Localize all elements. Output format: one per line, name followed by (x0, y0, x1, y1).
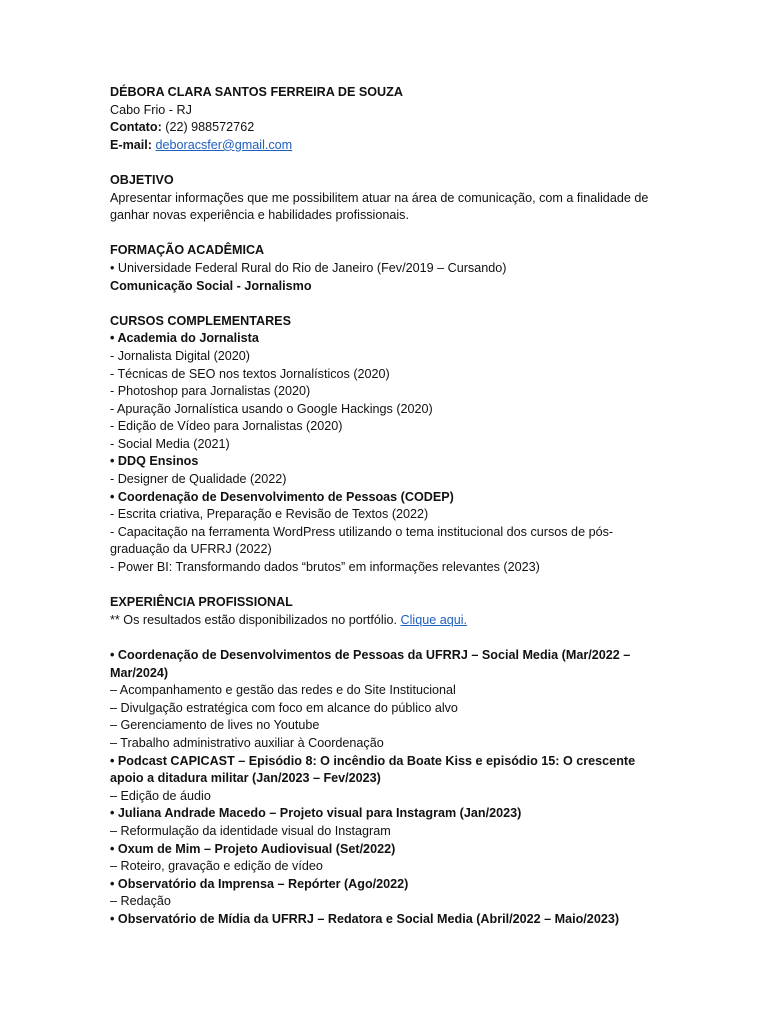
portfolio-note-text: ** Os resultados estão disponibilizados no portfólio. (110, 612, 401, 627)
candidate-name: DÉBORA CLARA SANTOS FERREIRA DE SOUZA (110, 85, 403, 99)
section-title-objetivo: OBJETIVO (110, 172, 174, 187)
section-title-cursos: CURSOS COMPLEMENTARES (110, 313, 291, 328)
job-item: – Gerenciamento de lives no Youtube (110, 718, 320, 733)
course-item: - Jornalista Digital (2020) (110, 348, 250, 363)
portfolio-link[interactable]: Clique aqui. (400, 612, 468, 627)
course-item: - Edição de Vídeo para Jornalistas (2020) (110, 419, 343, 434)
section-title-formacao: FORMAÇÃO ACADÊMICA (110, 243, 265, 258)
contact-line (110, 119, 656, 137)
job-title: • Oxum de Mim – Projeto Audiovisual (Set/2022) (110, 841, 396, 856)
course-item: - Power BI: Transformando dados “brutos” em informações relevantes (2023) (110, 560, 540, 575)
formacao-course: Comunicação Social - Jornalismo (110, 278, 312, 293)
job-title: • Observatório da Imprensa – Repórter (Ago/2022) (110, 876, 409, 891)
spacer (110, 577, 656, 595)
job-item: – Divulgação estratégica com foco em alcance do público alvo (110, 700, 458, 715)
spacer (110, 154, 656, 172)
job-title: • Observatório de Mídia da UFRRJ – Redatora e Social Media (Abril/2022 – Maio/2023) (110, 911, 620, 926)
job-item: – Reformulação da identidade visual do Instagram (110, 823, 391, 838)
job-item: – Acompanhamento e gestão das redes e do Site Institucional (110, 683, 456, 698)
course-institution: • Coordenação de Desenvolvimento de Pessoas (CODEP) (110, 489, 454, 504)
course-item: - Capacitação na ferramenta WordPress utilizando o tema institucional dos cursos de pós-graduação da UFRRJ (2022) (110, 524, 614, 557)
course-institution: • DDQ Ensinos (110, 454, 199, 469)
course-item: - Técnicas de SEO nos textos Jornalísticos (2020) (110, 366, 390, 381)
job-item: – Roteiro, gravação e edição de vídeo (110, 859, 323, 874)
course-item: - Apuração Jornalística usando o Google Hackings (2020) (110, 401, 433, 416)
job-title: • Juliana Andrade Macedo – Projeto visual para Instagram (Jan/2023) (110, 806, 522, 821)
email-link[interactable]: deboracsfer@gmail.com (155, 137, 293, 152)
formacao-university: • Universidade Federal Rural do Rio de Janeiro (Fev/2019 – Cursando) (110, 260, 507, 275)
course-item: - Photoshop para Jornalistas (2020) (110, 384, 311, 399)
course-institution: • Academia do Jornalista (110, 331, 259, 346)
resume-content (110, 84, 656, 929)
candidate-location: Cabo Frio - RJ (110, 102, 192, 117)
spacer (110, 295, 656, 313)
job-item: – Trabalho administrativo auxiliar à Coordenação (110, 735, 384, 750)
job-item: – Redação (110, 894, 171, 909)
spacer (110, 225, 656, 243)
course-item: - Designer de Qualidade (2022) (110, 472, 287, 487)
contact-label: Contato: (110, 120, 162, 135)
email-label: E-mail: (110, 137, 152, 152)
objetivo-text: Apresentar informações que me possibilitem atuar na área de comunicação, com a finalidade de ganhar novas experiência e habilidades profissionais. (110, 190, 649, 223)
email-line (110, 137, 656, 155)
course-item: - Escrita criativa, Preparação e Revisão de Textos (2022) (110, 507, 429, 522)
job-title: • Coordenação de Desenvolvimentos de Pessoas da UFRRJ – Social Media (Mar/2022 – Mar/2024) (110, 648, 631, 680)
contact-phone: (22) 988572762 (161, 120, 255, 135)
job-title: • Podcast CAPICAST – Episódio 8: O incêndio da Boate Kiss e episódio 15: O crescente apoio a ditadura militar (Jan/2023 – Fev/2023) (110, 753, 636, 786)
job-item: – Edição de áudio (110, 788, 211, 803)
spacer (110, 629, 656, 647)
course-item: - Social Media (2021) (110, 436, 230, 451)
section-title-experiencia: EXPERIÊNCIA PROFISSIONAL (110, 595, 293, 610)
portfolio-note (110, 612, 656, 630)
